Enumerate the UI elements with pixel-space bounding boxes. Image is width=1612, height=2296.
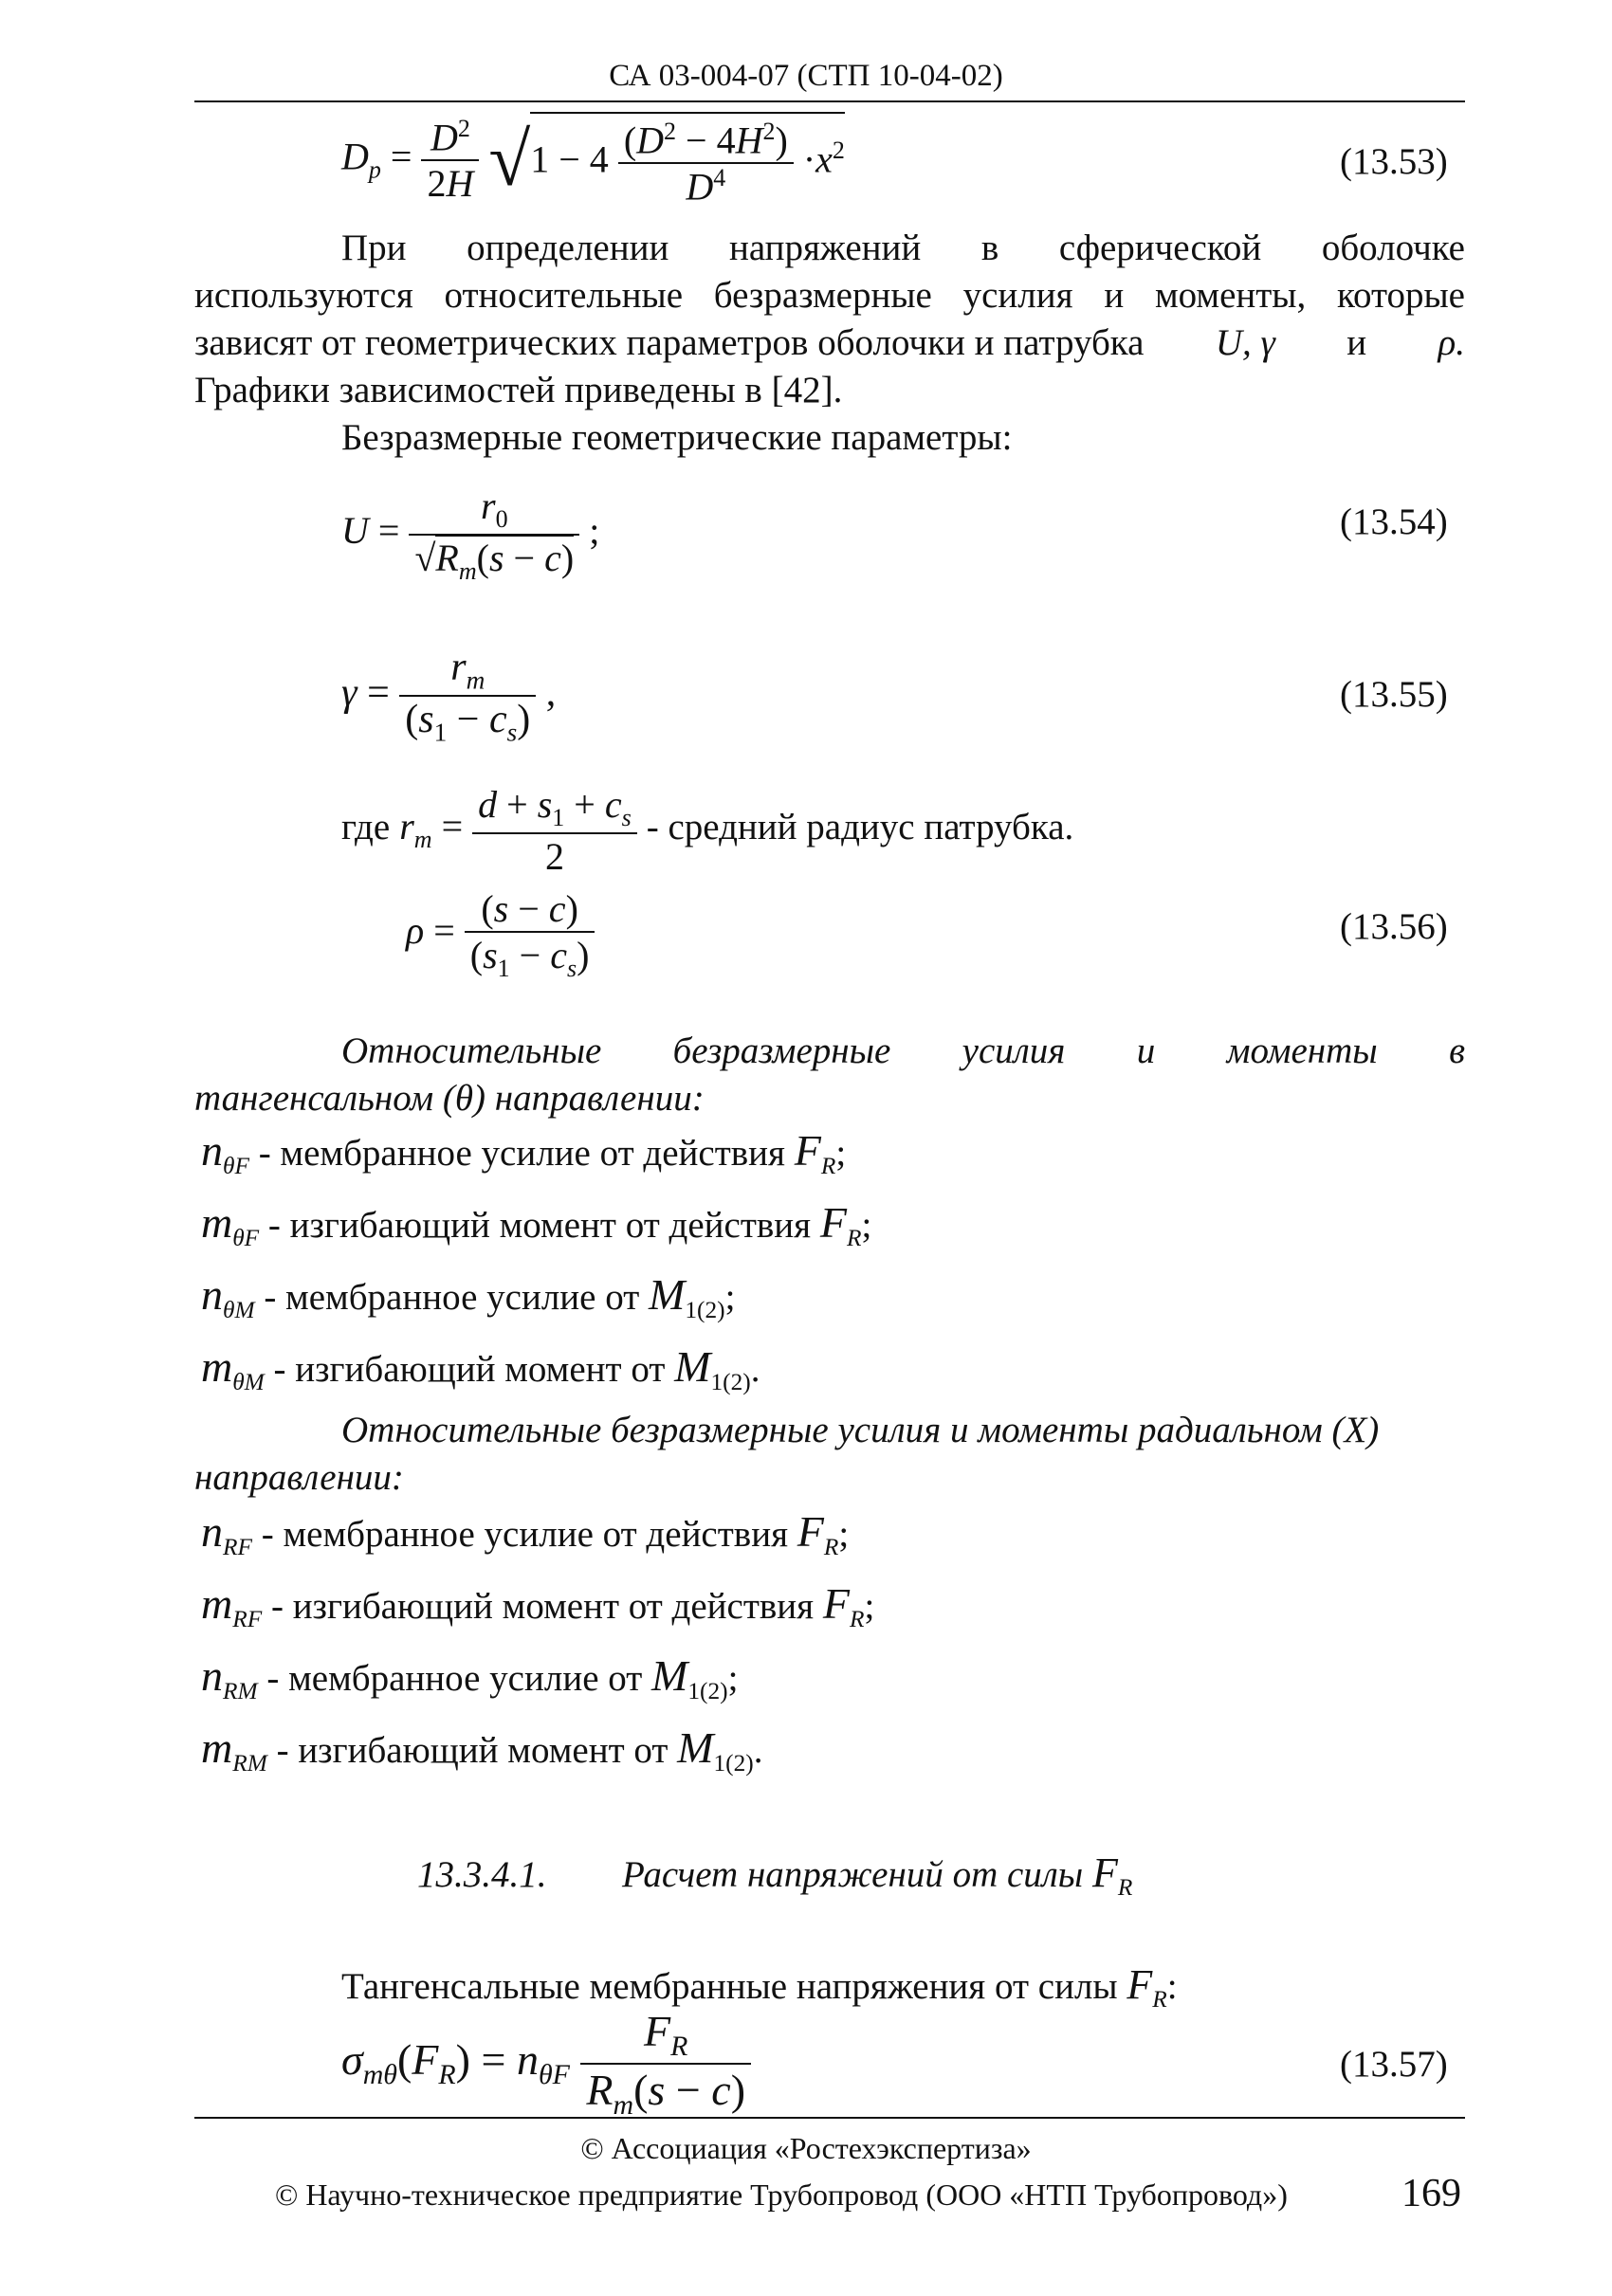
item-symbol: n: [201, 1270, 223, 1319]
equation-number: (13.55): [1340, 674, 1448, 715]
subsection-symbol: F: [1091, 1850, 1118, 1896]
paragraph-line: используются относительные безразмерные усилия и моменты, которые: [194, 275, 1465, 316]
tangential-heading: Относительные безразмерные усилия и моменты в: [341, 1030, 1465, 1071]
footer-copyright: © Научно-техническое предприятие Трубопровод (ООО «НТП Трубопровод»): [275, 2178, 1288, 2212]
tangential-heading: тангенсальном (θ) направлении:: [194, 1078, 705, 1119]
item-ref: M: [674, 1342, 711, 1391]
item-ref: F: [794, 1126, 821, 1175]
item-end: ;: [724, 1277, 736, 1318]
item-symbol: m: [201, 1342, 233, 1391]
paragraph-line: При определении напряжений в сферической оболочке: [341, 228, 1465, 268]
item-end: ;: [727, 1658, 739, 1699]
item-text: - мембранное усилие от действия: [261, 1514, 789, 1555]
item-ref-sub: R: [846, 1224, 862, 1251]
item-symbol-sub: RF: [223, 1533, 252, 1560]
item-symbol-sub: θF: [223, 1152, 249, 1179]
item-ref: F: [797, 1507, 824, 1556]
radial-heading: направлении:: [194, 1457, 404, 1498]
list-item: [201, 1653, 738, 1714]
item-text: - мембранное усилие от действия: [258, 1133, 785, 1174]
section-label: Безразмерные геометрические параметры:: [341, 417, 1013, 458]
subsection-number: 13.3.4.1.: [417, 1854, 547, 1895]
item-symbol-sub: θM: [232, 1368, 265, 1395]
item-symbol: m: [201, 1723, 233, 1772]
item-ref-sub: 1(2): [710, 1368, 751, 1395]
item-symbol-sub: RF: [232, 1605, 263, 1632]
list-item: [201, 1509, 849, 1570]
subsection-title: Расчет напряжений от силы: [622, 1854, 1084, 1895]
header-rule: [194, 100, 1465, 102]
item-ref: F: [819, 1198, 847, 1247]
page-header: СА 03-004-07 (СТП 10-04-02): [609, 59, 1003, 93]
item-text: - мембранное усилие от: [264, 1277, 640, 1318]
item-ref-sub: 1(2): [685, 1296, 725, 1323]
item-text: - изгибающий момент от: [273, 1349, 666, 1390]
item-text: - изгибающий момент от действия: [267, 1205, 812, 1246]
item-ref: M: [651, 1651, 688, 1700]
equation-number: (13.57): [1340, 2044, 1448, 2085]
equation-13-57: $\sigma_{m\theta}(F_R) = n_{\theta F}$ $\frac{F_R}{R_m(s - c)}$: [341, 2006, 751, 2122]
item-symbol: m: [201, 1198, 233, 1247]
item-ref-sub: R: [849, 1605, 865, 1632]
footer-rule: [194, 2117, 1465, 2119]
item-symbol-sub: θM: [223, 1296, 255, 1323]
symbol-text: U, γ: [1215, 322, 1275, 363]
intro-symbol-sub: R: [1152, 1985, 1167, 2013]
item-ref-sub: 1(2): [687, 1677, 728, 1704]
item-end: ;: [835, 1133, 847, 1174]
where-label: где: [341, 807, 391, 848]
item-ref-sub: 1(2): [713, 1749, 754, 1777]
subsection-heading: [417, 1850, 1132, 1910]
item-text: - изгибающий момент от: [276, 1730, 669, 1771]
item-end: .: [753, 1730, 763, 1771]
item-symbol: n: [201, 1507, 223, 1556]
equation-number: (13.53): [1340, 141, 1448, 182]
list-item: [201, 1272, 735, 1333]
paragraph-text: зависят от геометрических параметров оболочки и патрубка: [194, 322, 1145, 363]
paragraph-line: [194, 320, 1465, 366]
item-ref: F: [822, 1579, 850, 1628]
item-ref: M: [649, 1270, 686, 1319]
item-symbol-sub: θF: [232, 1224, 260, 1251]
subsection-symbol-sub: R: [1117, 1873, 1133, 1901]
equation-13-56: ρ = $\frac{(s - c)}{(s_1 - c_s)}$: [406, 886, 595, 983]
equation-13-54: U = $\frac{r_0}{√R_m(s - c)}$ ;: [341, 484, 600, 585]
item-ref: M: [677, 1723, 714, 1772]
item-ref-sub: R: [823, 1533, 839, 1560]
radial-heading: Относительные безразмерные усилия и моменты радиальном (X): [341, 1410, 1380, 1450]
intro-text: Тангенсальные мембранные напряжения от силы: [341, 1966, 1118, 2007]
intro-symbol: F: [1127, 1961, 1153, 2008]
item-text: - изгибающий момент от действия: [270, 1586, 815, 1627]
item-end: ;: [861, 1205, 872, 1246]
equation-number: (13.56): [1340, 906, 1448, 947]
list-item: [201, 1725, 762, 1786]
list-item: [201, 1200, 871, 1261]
item-symbol-sub: RM: [232, 1749, 267, 1777]
item-symbol: n: [201, 1126, 223, 1175]
equation-suffix: ,: [545, 671, 557, 716]
footer-copyright: © Ассоциация «Ростехэкспертиза»: [580, 2131, 1032, 2165]
rm-description: - средний радиус патрубка.: [646, 807, 1074, 848]
item-end: ;: [864, 1586, 875, 1627]
item-text: - мембранное усилие от: [266, 1658, 643, 1699]
item-symbol-sub: RM: [223, 1677, 258, 1704]
equation-suffix: ;: [589, 509, 600, 553]
list-item: [201, 1128, 846, 1189]
equation-13-53: $D_p$ = $\frac{D^2}{2H}$ √1 − 4 $\frac{(D^2 - 4H^2)}{D^4}$ $\cdot x^2$: [341, 112, 845, 210]
rm-definition: где $r_m$ = $\frac{d + s_1 + c_s}{2}$ - средний радиус патрубка.: [341, 783, 1074, 878]
item-ref-sub: R: [820, 1152, 836, 1179]
paragraph-line: Графики зависимостей приведены в [42].: [194, 370, 843, 410]
item-symbol: m: [201, 1579, 233, 1628]
intro-end: :: [1166, 1966, 1178, 2007]
item-end: ;: [838, 1514, 850, 1555]
item-end: .: [750, 1349, 760, 1390]
symbol-text: ρ.: [1438, 322, 1465, 363]
equation-number: (13.54): [1340, 501, 1448, 542]
list-item: [201, 1581, 874, 1642]
paragraph-text: и: [1346, 322, 1367, 363]
equation-13-55: γ = $\frac{r_m}{(s_1 - c_s)}$ ,: [341, 646, 557, 747]
list-item: [201, 1344, 760, 1405]
item-symbol: n: [201, 1651, 223, 1700]
page-number: 169: [1401, 2172, 1461, 2215]
